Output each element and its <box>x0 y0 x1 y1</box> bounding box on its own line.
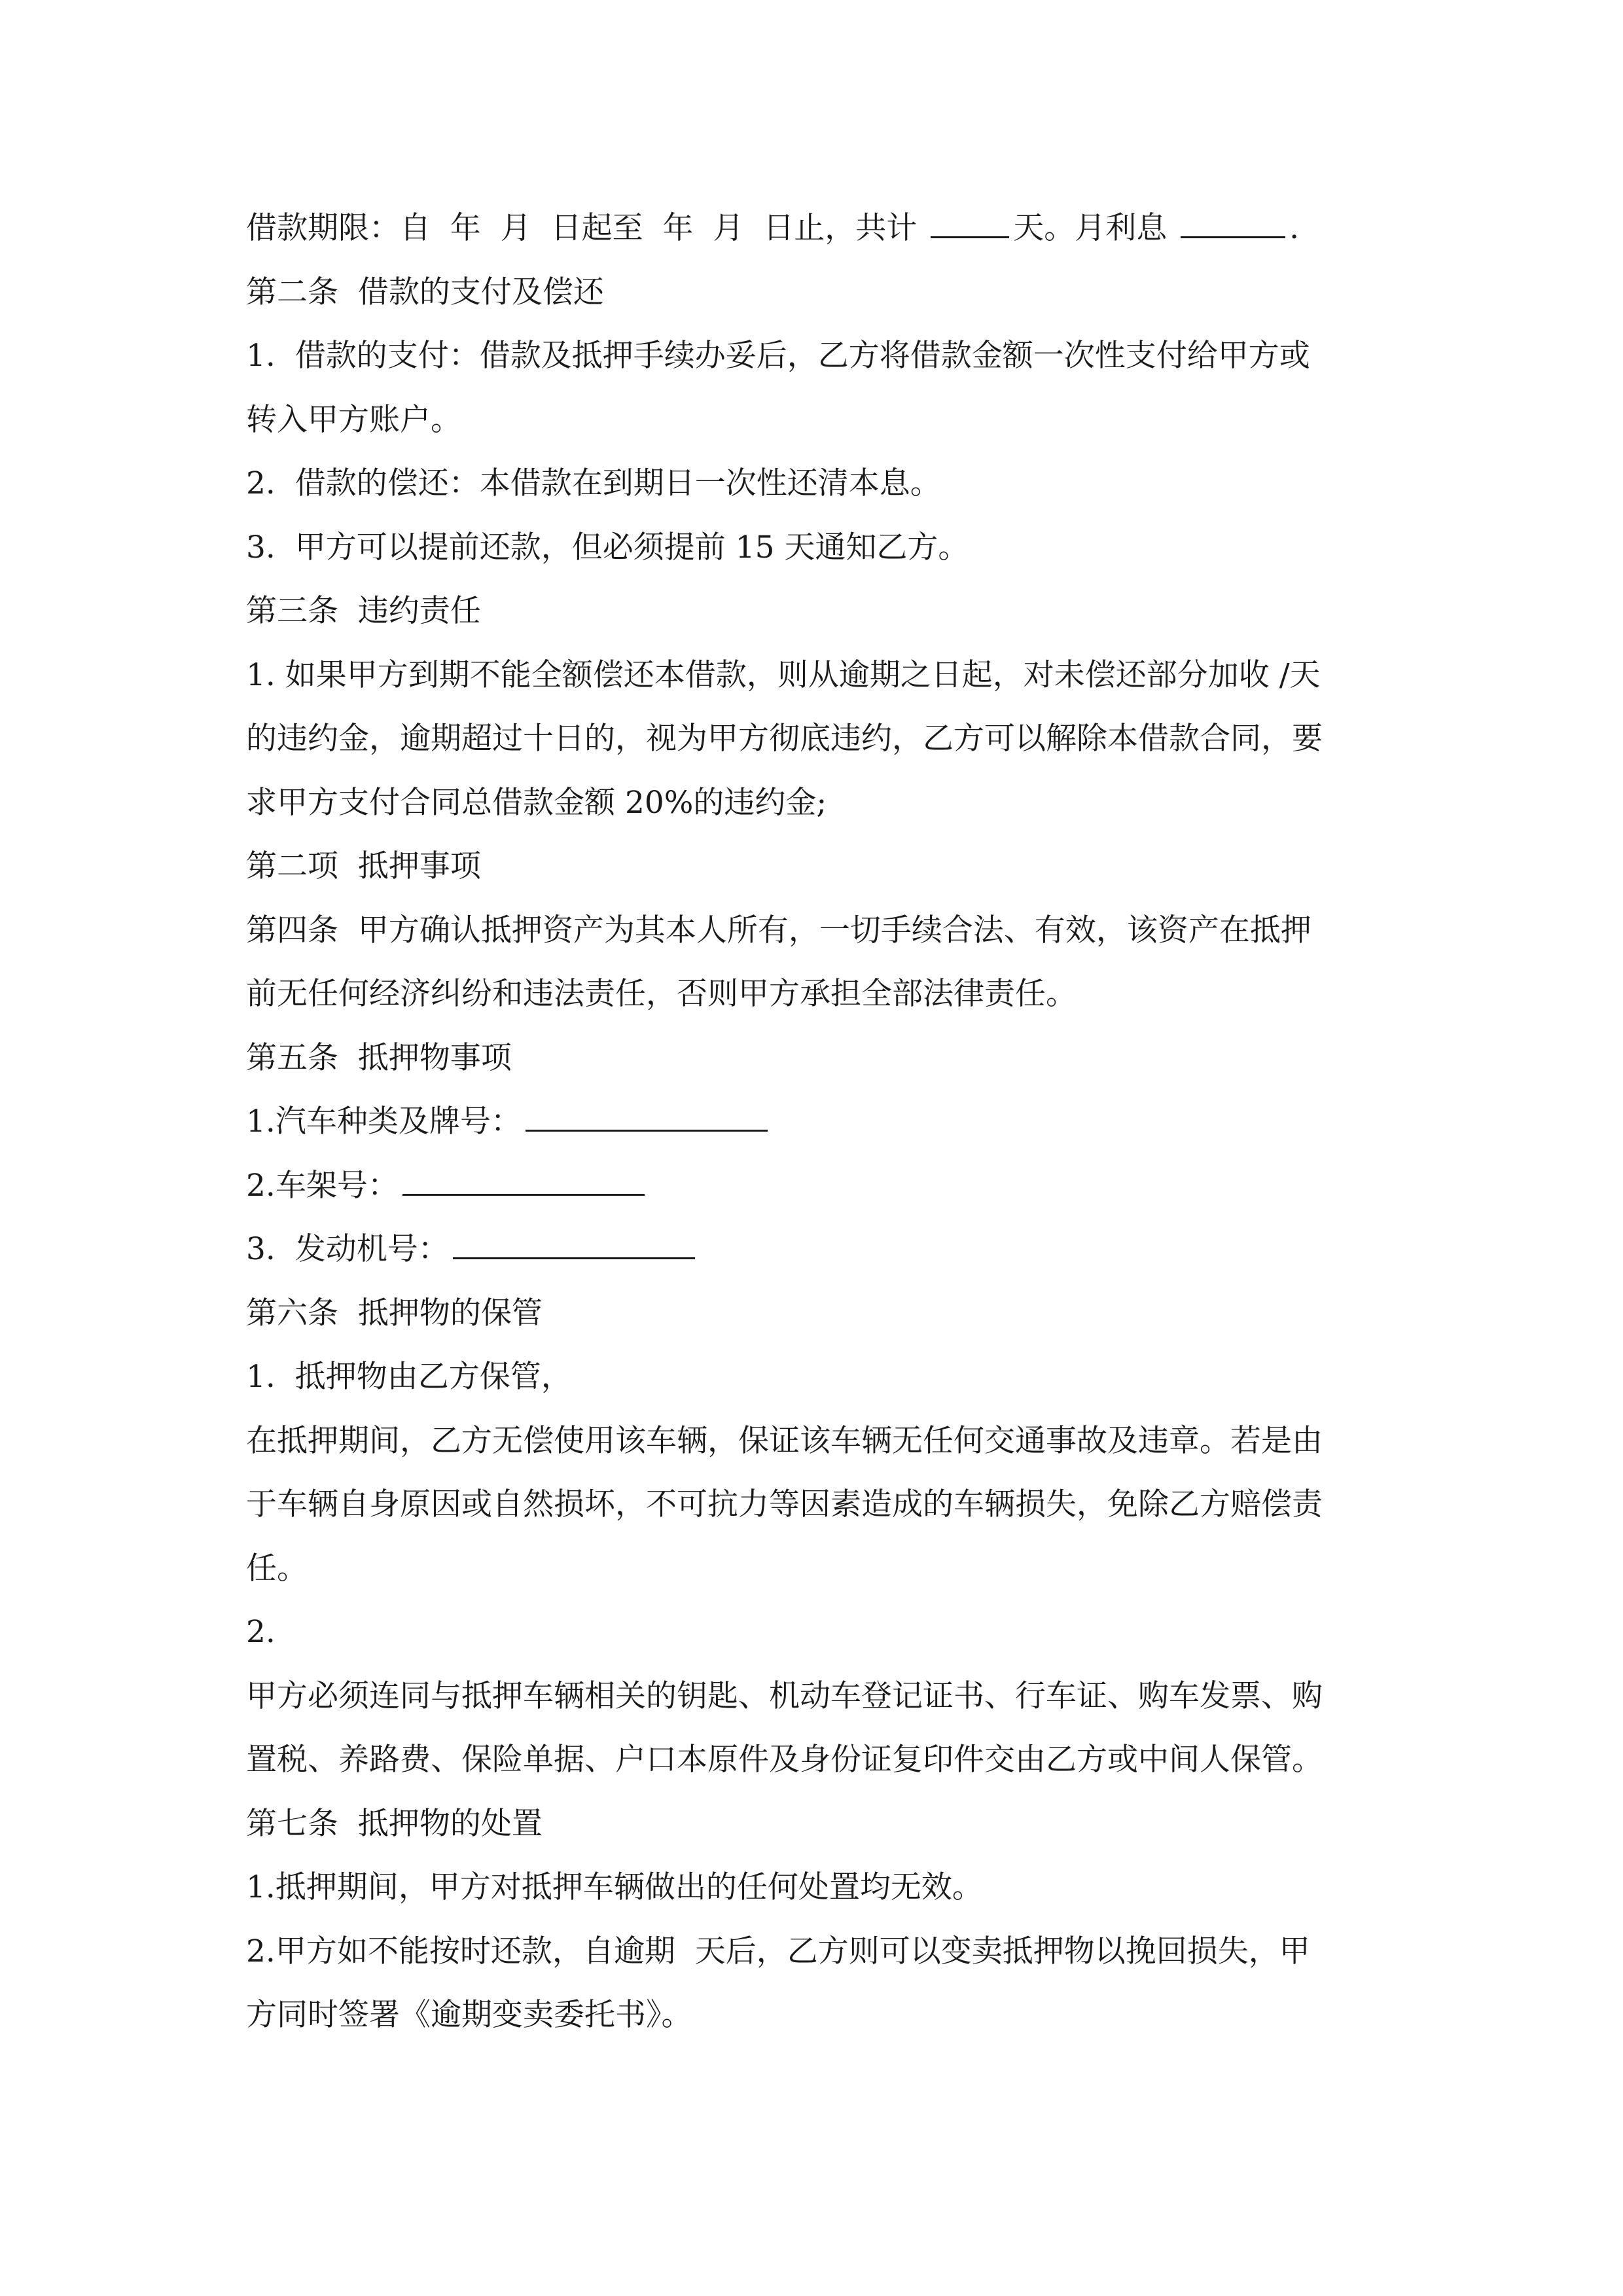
section-heading: 第二项 抵押事项 <box>246 848 481 884</box>
line-text: . <box>1289 210 1300 246</box>
paragraph-line: 3. 甲方可以提前还款，但必须提前 15 天通知乙方。 <box>246 529 969 565</box>
car-type-blank <box>526 1103 768 1132</box>
interest-blank <box>1181 210 1285 238</box>
paragraph-line: 2. <box>246 1614 276 1650</box>
line-text: 1.汽车种类及牌号： <box>246 1103 522 1139</box>
paragraph-line: 1. 抵押物由乙方保管， <box>246 1359 572 1395</box>
paragraph-line: 第四条 甲方确认抵押资产为其本人所有，一切手续合法、有效，该资产在抵押 <box>246 912 1311 948</box>
document-body <box>246 196 1398 2047</box>
line-text: 天。月利息 <box>1013 210 1177 246</box>
paragraph-line: 任。 <box>246 1550 308 1587</box>
paragraph-line: 2. 借款的偿还：本借款在到期日一次性还清本息。 <box>246 465 941 501</box>
paragraph-line: 的违约金，逾期超过十日的，视为甲方彻底违约，乙方可以解除本借款合同，要 <box>246 721 1323 757</box>
paragraph-line: 前无任何经济纠纷和违法责任，否则甲方承担全部法律责任。 <box>246 976 1077 1012</box>
frame-number-blank <box>402 1168 645 1196</box>
article-heading: 第五条 抵押物事项 <box>246 1039 512 1076</box>
article-heading: 第三条 违约责任 <box>246 593 481 629</box>
line-text: 2.车架号： <box>246 1167 399 1204</box>
article-heading: 第六条 抵押物的保管 <box>246 1295 543 1331</box>
engine-number-line <box>246 1217 1398 1282</box>
paragraph-line: 求甲方支付合同总借款金额 20%的违约金; <box>246 784 827 821</box>
paragraph-line: 方同时签署《逾期变卖委托书》。 <box>246 1997 692 2033</box>
paragraph-line: 1. 如果甲方到期不能全额偿还本借款，则从逾期之日起，对未偿还部分加收 /天 <box>246 656 1321 693</box>
paragraph-line: 于车辆自身原因或自然损坏，不可抗力等因素造成的车辆损失，免除乙方赔偿责 <box>246 1486 1323 1522</box>
car-type-line <box>246 1090 1398 1154</box>
loan-term-line <box>246 196 1398 260</box>
engine-number-blank <box>453 1231 695 1259</box>
line-text: 3. 发动机号： <box>246 1231 449 1267</box>
paragraph-line: 在抵押期间，乙方无偿使用该车辆，保证该车辆无任何交通事故及违章。若是由 <box>246 1422 1323 1459</box>
days-blank <box>931 210 1009 238</box>
article-heading: 第七条 抵押物的处置 <box>246 1805 543 1842</box>
paragraph-line: 2.甲方如不能按时还款，自逾期 天后，乙方则可以变卖抵押物以挽回损失，甲 <box>246 1933 1310 1969</box>
paragraph-line: 1. 借款的支付：借款及抵押手续办妥后，乙方将借款金额一次性支付给甲方或 <box>246 338 1310 374</box>
paragraph-line: 1.抵押期间，甲方对抵押车辆做出的任何处置均无效。 <box>246 1869 983 1905</box>
paragraph-line: 甲方必须连同与抵押车辆相关的钥匙、机动车登记证书、行车证、购车发票、购 <box>246 1677 1323 1714</box>
line-text: 借款期限：自 年 月 日起至 年 月 日止，共计 <box>246 210 927 246</box>
paragraph-line: 置税、养路费、保险单据、户口本原件及身份证复印件交由乙方或中间人保管。 <box>246 1742 1323 1778</box>
article-heading: 第二条 借款的支付及偿还 <box>246 274 604 310</box>
paragraph-line: 转入甲方账户。 <box>246 401 461 438</box>
frame-number-line <box>246 1154 1398 1218</box>
